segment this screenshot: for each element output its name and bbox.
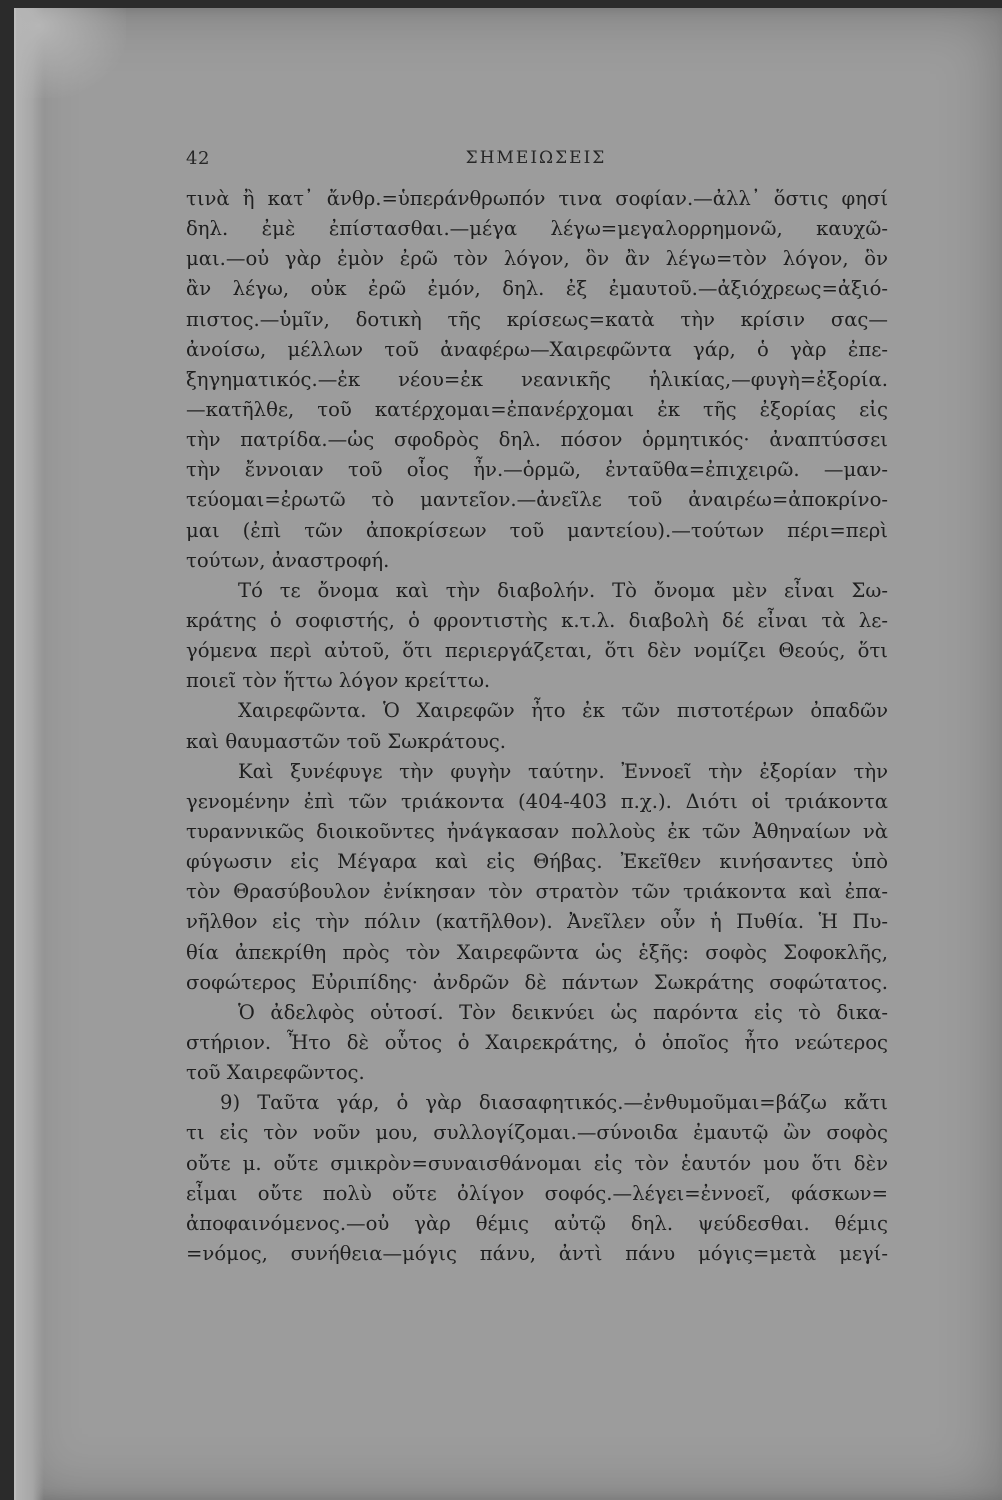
text-line: 9) Ταῦτα γάρ, ὁ γὰρ διασαφητικός.—ἐνθυμοῦμαι=βάζω κἄτι: [220, 1091, 888, 1115]
text-line: πιστος.—ὑμῖν, δοτικὴ τῆς κρίσεως=κατὰ τὴν κρίσιν σας—: [186, 307, 888, 331]
text-line: μαι.—οὐ γὰρ ἐμὸν ἐρῶ τὸν λόγον, ὃν ἂν λέγω=τὸν λόγον, ὃν: [186, 247, 888, 271]
text-line: εἶμαι οὔτε πολὺ οὔτε ὀλίγον σοφός.—λέγει=ἐννοεῖ, φάσκων=: [186, 1181, 888, 1205]
text-line: τεύομαι=ἐρωτῶ τὸ μαντεῖον.—ἀνεῖλε τοῦ ἀναιρέω=ἀποκρίνο-: [186, 488, 888, 512]
text-line: φύγωσιν εἰς Μέγαρα καὶ εἰς Θήβας. Ἐκεῖθεν κινήσαντες ὑπὸ: [186, 850, 888, 874]
text-line: θία ἀπεκρίθη πρὸς τὸν Χαιρεφῶντα ὡς ἑξῆς: σοφὸς Σοφοκλῆς,: [186, 940, 888, 964]
text-line: δηλ. ἐμὲ ἐπίστασθαι.—μέγα λέγω=μεγαλορρημονῶ, καυχῶ-: [186, 217, 888, 241]
text-line: μαι (ἐπὶ τῶν ἀποκρίσεων τοῦ μαντείου).—τούτων πέρι=περὶ: [186, 518, 888, 542]
text-line: νῆλθον εἰς τὴν πόλιν (κατῆλθον). Ἀνεῖλεν οὖν ἡ Πυθία. Ἡ Πυ-: [186, 910, 888, 934]
text-line: =νόμος, συνήθεια—μόγις πάνυ, ἀντὶ πάνυ μόγις=μετὰ μεγί-: [186, 1241, 888, 1265]
text-line: ξηγηματικός.—ἐκ νέου=ἐκ νεανικῆς ἡλικίας,—φυγὴ=ἐξορία.: [186, 367, 888, 391]
body-text: [186, 184, 888, 1269]
text-line: Χαιρεφῶντα. Ὁ Χαιρεφῶν ἦτο ἐκ τῶν πιστοτέρων ὀπαδῶν: [238, 699, 888, 723]
text-line: τινὰ ἢ κατ᾽ ἄνθρ.=ὑπεράνθρωπόν τινα σοφίαν.—ἀλλ᾽ ὅστις φησί: [186, 187, 888, 210]
text-line: στήριον. Ἦτο δὲ οὗτος ὁ Χαιρεκράτης, ὁ ὁποῖος ἦτο νεώτερος: [186, 1030, 888, 1054]
text-line: Ὁ ἀδελφὸς οὑτοσί. Τὸν δεικνύει ὡς παρόντα εἰς τὸ δικα-: [238, 1000, 888, 1024]
text-line: τὴν ἔννοιαν τοῦ οἷος ἦν.—ὁρμῶ, ἐνταῦθα=ἐπιχειρῶ. —μαν-: [186, 458, 888, 482]
text-line: σοφώτερος Εὐριπίδης· ἀνδρῶν δὲ πάντων Σωκράτης σοφώτατος.: [186, 970, 888, 994]
text-line: —κατῆλθε, τοῦ κατέρχομαι=ἐπανέρχομαι ἐκ τῆς ἐξορίας εἰς: [186, 397, 888, 421]
text-line: γόμενα περὶ αὐτοῦ, ὅτι περιεργάζεται, ὅτι δὲν νομίζει Θεούς, ὅτι: [186, 639, 888, 663]
paper-stain: [16, 8, 126, 98]
text-line: Καὶ ξυνέφυγε τὴν φυγὴν ταύτην. Ἐννοεῖ τὴν ἐξορίαν τὴν: [238, 759, 888, 783]
text-line: τι εἰς τὸν νοῦν μου, συλλογίζομαι.—σύνοιδα ἐμαυτῷ ὢν σοφὸς: [186, 1121, 888, 1145]
text-line: οὔτε μ. οὔτε σμικρὸν=συναισθάνομαι εἰς τὸν ἑαυτόν μου ὅτι δὲν: [186, 1151, 888, 1175]
page-header: [186, 144, 886, 174]
text-line: ποιεῖ τὸν ἥττω λόγον κρείττω.: [186, 669, 491, 693]
text-line: τούτων, ἀναστροφή.: [186, 548, 390, 572]
text-line: ἀποφαινόμενος.—οὐ γὰρ θέμις αὐτῷ δηλ. ψεύδεσθαι. θέμις: [186, 1211, 888, 1235]
text-line: τυραννικῶς διοικοῦντες ἠνάγκασαν πολλοὺς ἐκ τῶν Ἀθηναίων νὰ: [186, 819, 888, 843]
page-edge: [16, 8, 44, 1500]
text-line: Τό τε ὄνομα καὶ τὴν διαβολήν. Τὸ ὄνομα μὲν εἶναι Σω-: [238, 578, 888, 602]
page-number: 42: [186, 148, 210, 169]
text-line: τὴν πατρίδα.—ὡς σφοδρὸς δηλ. πόσον ὁρμητικός· ἀναπτύσσει: [186, 428, 888, 452]
text-line: κράτης ὁ σοφιστής, ὁ φροντιστὴς κ.τ.λ. διαβολὴ δέ εἶναι τὰ λε-: [186, 608, 888, 632]
text-line: τὸν Θρασύβουλον ἐνίκησαν τὸν στρατὸν τῶν τριάκοντα καὶ ἐπα-: [186, 880, 888, 904]
text-line: ἂν λέγω, οὐκ ἐρῶ ἐμόν, δηλ. ἐξ ἐμαυτοῦ.—ἀξιόχρεως=ἀξιό-: [186, 277, 888, 301]
text-line: τοῦ Χαιρεφῶντος.: [186, 1061, 365, 1085]
text-line: γενομένην ἐπὶ τῶν τριάκοντα (404-403 π.χ.). Διότι οἱ τριάκοντα: [186, 789, 888, 813]
text-line: καὶ θαυμαστῶν τοῦ Σωκράτους.: [186, 729, 506, 753]
text-line: ἀνοίσω, μέλλων τοῦ ἀναφέρω—Χαιρεφῶντα γάρ, ὁ γὰρ ἐπε-: [186, 337, 888, 361]
running-title: ΣΗΜΕΙΩΣΕΙΣ: [465, 148, 607, 168]
